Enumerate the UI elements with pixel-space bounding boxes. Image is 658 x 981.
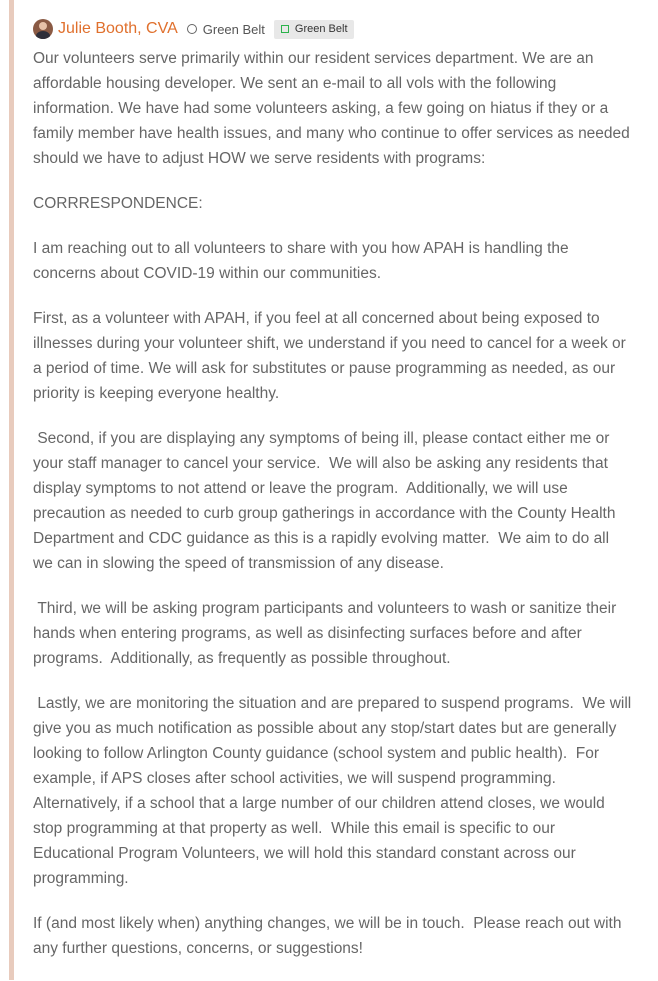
- post-paragraph: If (and most likely when) anything changes, we will be in touch. Please reach out with any further questions, concerns, or suggestions!: [33, 915, 626, 957]
- belt-circle-icon: [187, 24, 197, 34]
- belt-label: Green Belt: [202, 21, 265, 37]
- forum-post: [33, 16, 636, 981]
- post-paragraph: Second, if you are displaying any symptoms of being ill, please contact either me or your staff manager to cancel your service. We will also be asking any residents that display symptoms to not attend or leave the program. Additionally, we will use precaution as needed to curb group gatherings in accordance with the County Health Department and CDC guidance as this is a rapidly evolving matter. We aim to do all we can in slowing the speed of transmission of any disease.: [33, 430, 620, 572]
- badge-square-icon: [281, 25, 289, 33]
- avatar[interactable]: [33, 19, 53, 39]
- quote-bar: [9, 0, 14, 980]
- post-paragraph: CORRRESPONDENCE:: [33, 195, 203, 212]
- belt-badge-label: Green Belt: [294, 23, 348, 35]
- post-paragraph: I am reaching out to all volunteers to share with you how APAH is handling the concerns about COVID-19 within our communities.: [33, 240, 573, 282]
- post-paragraph: Third, we will be asking program participants and volunteers to wash or sanitize their hands when entering programs, as well as disinfecting surfaces before and after programs. Additionally, as frequently as possible throughout.: [33, 600, 621, 667]
- post-body: [33, 46, 636, 961]
- author-row: [33, 16, 633, 42]
- post-paragraph: Our volunteers serve primarily within our resident services department. We are an affordable housing developer. We sent an e-mail to all vols with the following information. We have had some volunteers asking, a few going on hiatus if they or a family member have health issues, and many who continue to offer services as needed should we have to adjust HOW we serve residents with programs:: [33, 50, 635, 167]
- post-paragraph: Lastly, we are monitoring the situation and are prepared to suspend programs. We will give you as much notification as possible about any stop/start dates but are generally looking to follow Arlington County guidance (school system and public health). For example, if APS closes after school activities, we will suspend programming. Alternatively, if a school that a large number of our children attend closes, we would stop programming at that property as well. While this email is specific to our Educational Program Volunteers, we will hold this standard constant across our programming.: [33, 695, 636, 887]
- post-paragraph: First, as a volunteer with APAH, if you feel at all concerned about being exposed to illnesses during your volunteer shift, we understand if you need to cancel for a week or a period of time. We will ask for substitutes or pause programming as needed, as our priority is keeping everyone healthy.: [33, 310, 631, 402]
- belt-badge: [274, 20, 354, 39]
- author-name-link[interactable]: Julie Booth, CVA: [58, 20, 178, 37]
